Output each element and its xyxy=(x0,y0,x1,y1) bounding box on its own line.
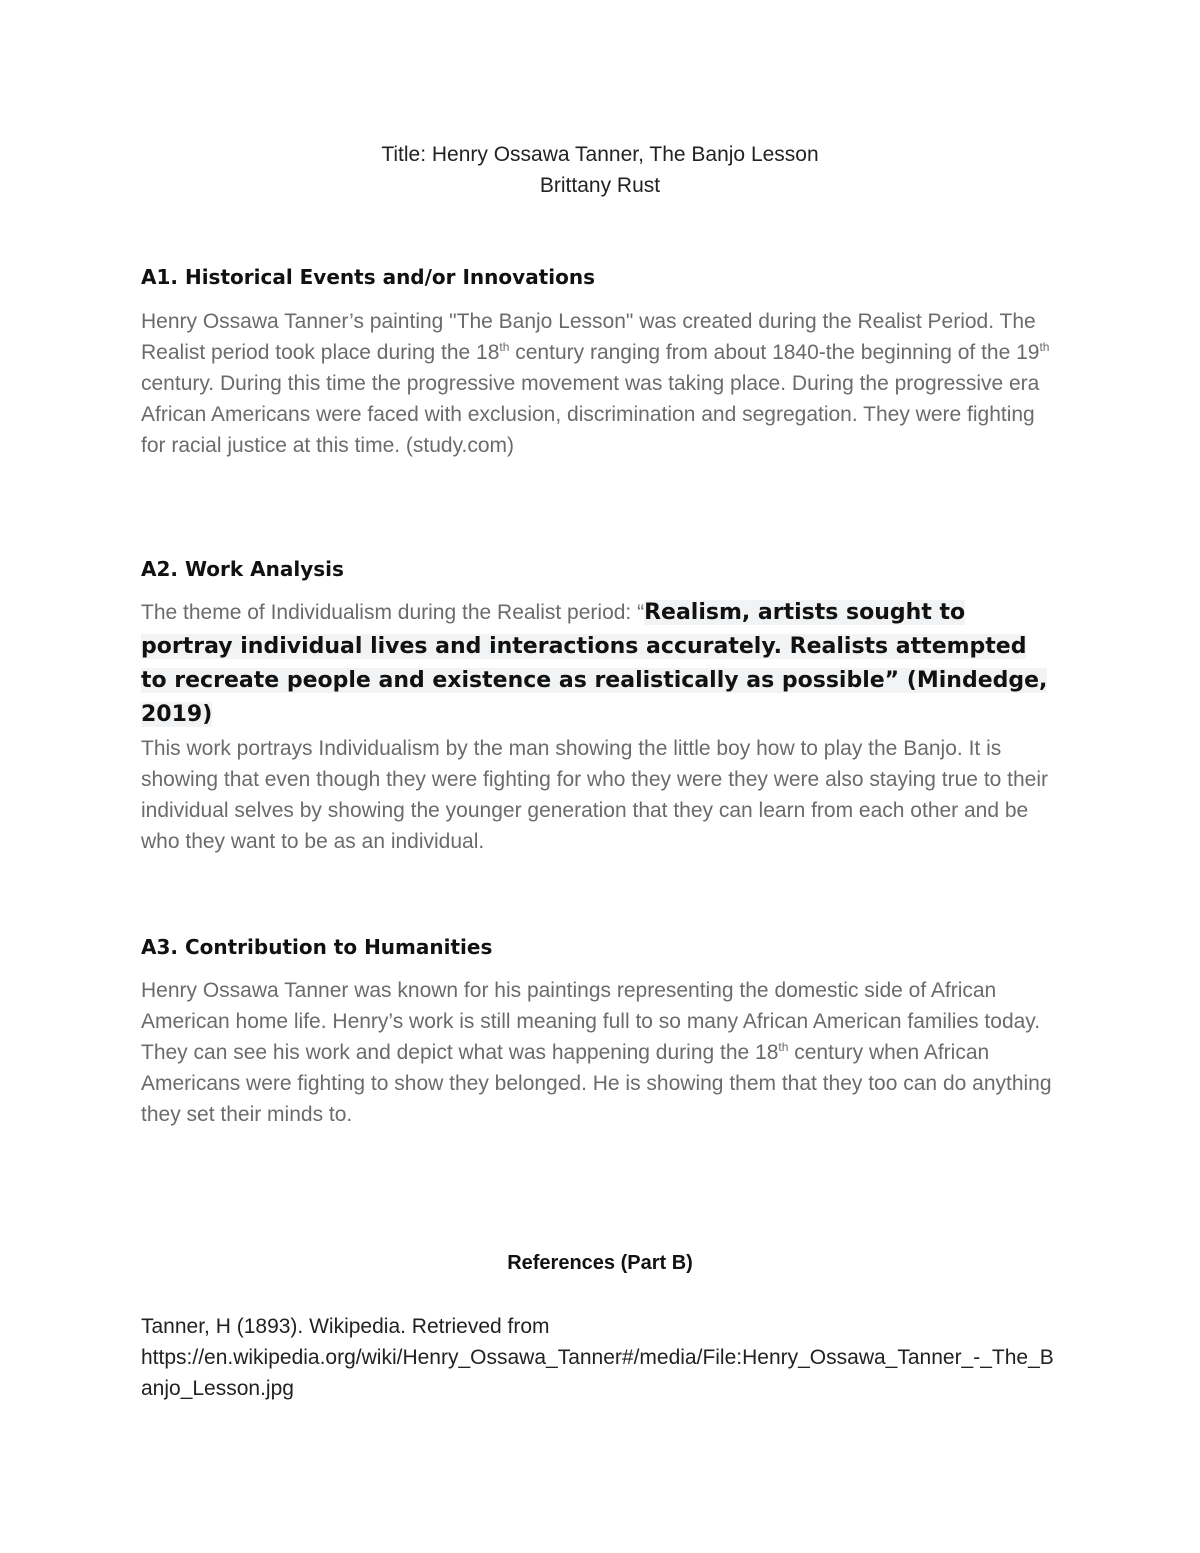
section-a2-quote-paragraph xyxy=(141,596,1056,732)
section-a1-sup-1: th xyxy=(499,340,510,354)
section-a3-paragraph xyxy=(141,975,1061,1130)
document-author: Brittany Rust xyxy=(539,174,661,197)
section-a3-text-1: Henry Ossawa Tanner was known for his paintings representing the domestic side of African American home life. Henry’s work is still meaning full to so many African American families today. They can see his work and depict what was happening during the 18 xyxy=(141,979,1041,1064)
section-a3-text-2: century when African Americans were fighting to show they belonged. He is showing them that they too can do anything they set their minds to. xyxy=(141,1041,1052,1126)
section-a2-intro: The theme of Individualism during the Realist period: “ xyxy=(141,601,645,624)
section-a3-heading: A3. Contribution to Humanities xyxy=(141,935,493,959)
section-a1-paragraph xyxy=(141,306,1061,461)
section-a2-paragraph: This work portrays Individualism by the man showing the little boy how to play the Banjo. It is showing that even though they were fighting for who they were they were also staying true to their individual selves by showing the younger generation that they can learn from each other and be who they want to be as an individual. xyxy=(141,737,1049,853)
section-a1-text-1: Henry Ossawa Tanner’s painting "The Banjo Lesson" was created during the Realist Period. The Realist period took place during the 18 xyxy=(141,310,1036,364)
section-a1-text-2: century ranging from about 1840-the beginning of the 19 xyxy=(509,341,1040,364)
section-a3-sup-1: th xyxy=(778,1040,789,1054)
reference-url[interactable]: https://en.wikipedia.org/wiki/Henry_Ossawa_Tanner#/media/File:Henry_Ossawa_Tanner_-_The_Banjo_Lesson.jpg xyxy=(141,1346,1054,1400)
section-a2-heading: A2. Work Analysis xyxy=(141,557,344,581)
document-title: Title: Henry Ossawa Tanner, The Banjo Lesson xyxy=(381,143,819,166)
section-a1-text-3: century. During this time the progressive movement was taking place. During the progressive era African Americans were faced with exclusion, discrimination and segregation. They were fighting for racial justice at this time. (study.com) xyxy=(141,372,1040,457)
references-heading: References (Part B) xyxy=(507,1252,693,1274)
section-a2-quote: Realism, artists sought to portray individual lives and interactions accurately. Realists attempted to recreate people and existence as realistically as possible” (Mindedge, 2019) xyxy=(141,600,1048,727)
reference-entry xyxy=(141,1311,1056,1404)
section-a1-heading: A1. Historical Events and/or Innovations xyxy=(141,265,595,289)
section-a1-sup-2: th xyxy=(1039,340,1050,354)
reference-citation: Tanner, H (1893). Wikipedia. Retrieved from xyxy=(141,1315,550,1338)
